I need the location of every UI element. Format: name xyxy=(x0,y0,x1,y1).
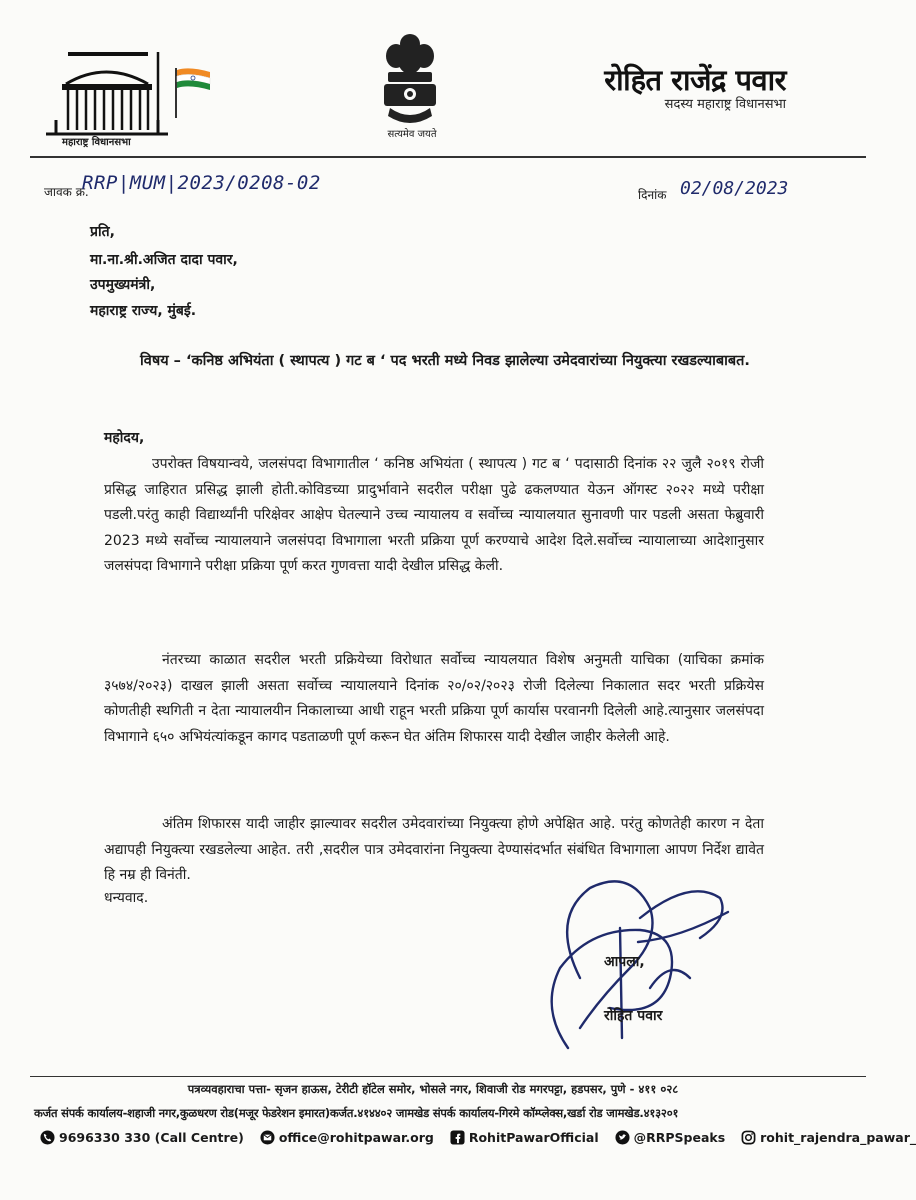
national-emblem-icon xyxy=(370,26,450,126)
letter-subject: विषय – ‘कनिष्ठ अभियंता ( स्थापत्य ) गट ब ‘ पद भरती मध्ये निवड झालेल्या उमेदवारांच्या नियुक्त्या रखडल्याबाबत. xyxy=(140,353,750,369)
recipient-prefix: प्रति, xyxy=(90,224,115,240)
closing-line: आपला, xyxy=(604,954,645,970)
date-value: 02/08/2023 xyxy=(680,178,789,199)
instagram-icon xyxy=(741,1130,756,1145)
body-paragraph-2: नंतरच्या काळात सदरील भरती प्रक्रियेच्या विरोधात सर्वोच्च न्यायलयात विशेष अनुमती याचिका (याचिका क्रमांक ३५७४/२०२३) दाखल झाली असता सर्वोच्च न्यायालयाने दिनांक २०/०२/२०२३ रोजी दिलेल्या निकालात सदर भरती प्रक्रियेस कोणतीही स्थगिती न देता न्यायालयीन निकालाच्या आधी राहून भरती प्रक्रिया पूर्ण कार्यास परवानगी दिलेली आहे.त्यानुसार जलसंपदा विभागाने ६५० अभियंत्यांकडून कागद पडताळणी पूर्ण करून घेत अंतिम शिफारस यादी देखील जाहीर केलेली आहे. xyxy=(104,652,764,745)
phone-number: 9696330 330 (Call Centre) xyxy=(59,1130,244,1145)
body-paragraph-1: उपरोक्त विषयान्वये, जलसंपदा विभागातील ‘ कनिष्ठ अभियंता ( स्थापत्य ) गट ब ‘ पदासाठी दिनांक २२ जुलै २०१९ रोजी प्रसिद्ध जाहिरात प्रसिद्ध झाली होती.कोविडच्या प्रादुर्भावाने सदरील परीक्षा पुढे ढकलण्यात येऊन ऑगस्ट २०२२ मध्ये परीक्षा पडली.परंतु काही विद्यार्थ्यांनी परिक्षेवर आक्षेप घेतल्याने उच्च न्यायालय व सर्वोच्च न्यायालयात सुनावणी पार पडली असता फेब्रुवारी 2023 मध्ये सर्वोच्च न्यायालयाने जलसंपदा विभागाला भरती प्रक्रिया पूर्ण करण्याचे आदेश दिले.सर्वोच्च न्यायालाच्या आदेशानुसार जलसंपदा विभागाने परीक्षा प्रक्रिया पूर्ण करत गुणवत्ता यादी देखील प्रसिद्ध केली. xyxy=(104,456,764,574)
phone-icon xyxy=(40,1130,55,1145)
signatory-name: रोहित पवार xyxy=(604,1008,663,1024)
twitter-handle: @RRPSpeaks xyxy=(633,1130,726,1145)
member-name: रोहित राजेंद्र पवार xyxy=(604,63,786,97)
instagram-handle: rohit_rajendra_pawar_ xyxy=(760,1130,916,1145)
twitter-icon xyxy=(615,1130,630,1145)
header-divider xyxy=(30,156,866,158)
contact-row xyxy=(40,1130,916,1145)
email-icon xyxy=(260,1130,275,1145)
email-contact[interactable] xyxy=(260,1130,434,1145)
recipient-location: महाराष्ट्र राज्य, मुंबई. xyxy=(90,303,197,319)
phone-contact[interactable] xyxy=(40,1130,244,1145)
instagram-contact[interactable] xyxy=(741,1130,916,1145)
recipient-name: मा.ना.श्री.अजित दादा पवार, xyxy=(90,252,238,268)
footer-divider xyxy=(30,1076,866,1077)
office-addresses: कर्जत संपर्क कार्यालय-शहाजी नगर,कुळधरण रोड(मजूर फेडरेशन इमारत)कर्जत.४१४४०२ जामखेड संपर्क कार्यालय-गिरमे कॉम्प्लेक्स,खर्डा रोड जामखेड.४१३२०१ xyxy=(34,1106,679,1120)
thanks-line: धन्यवाद. xyxy=(104,890,149,906)
correspondence-address: पत्रव्यवहाराचा पत्ता- सृजन हाऊस, टेरीटी हॉटेल समोर, भोसले नगर, शिवाजी रोड मगरपट्टा, हडपसर, पुणे - ४११ ०२८ xyxy=(187,1082,679,1096)
salutation: महोदय, xyxy=(104,430,145,446)
assembly-label: महाराष्ट्र विधानसभा xyxy=(62,137,131,148)
date-label: दिनांक xyxy=(638,188,667,202)
member-title: सदस्य महाराष्ट्र विधानसभा xyxy=(664,97,786,112)
emblem-motto: सत्यमेव जयते xyxy=(387,129,437,140)
facebook-handle: RohitPawarOfficial xyxy=(468,1130,599,1145)
facebook-contact[interactable] xyxy=(450,1130,599,1145)
india-flag-icon xyxy=(174,66,214,118)
twitter-contact[interactable] xyxy=(615,1130,726,1145)
body-paragraph-3: अंतिम शिफारस यादी जाहीर झाल्यावर सदरील उमेदवारांच्या नियुक्त्या होणे अपेक्षित आहे. परंतु कोणतेही कारण न देता अद्यापही नियुक्त्या रखडलेल्या आहेत. तरी ,सदरील पात्र उमेदवारांना नियुक्त्या देण्यासंदर्भात संबंधित विभागाला आपण निर्देश द्यावेत हि नम्र ही विनंती. xyxy=(104,816,764,883)
facebook-icon xyxy=(450,1130,465,1145)
reference-number: RRP|MUM|2023/0208-02 xyxy=(82,172,321,194)
recipient-designation: उपमुख्यमंत्री, xyxy=(90,277,156,293)
reference-label: जावक क्र. xyxy=(44,185,89,199)
email-address: office@rohitpawar.org xyxy=(278,1130,434,1145)
